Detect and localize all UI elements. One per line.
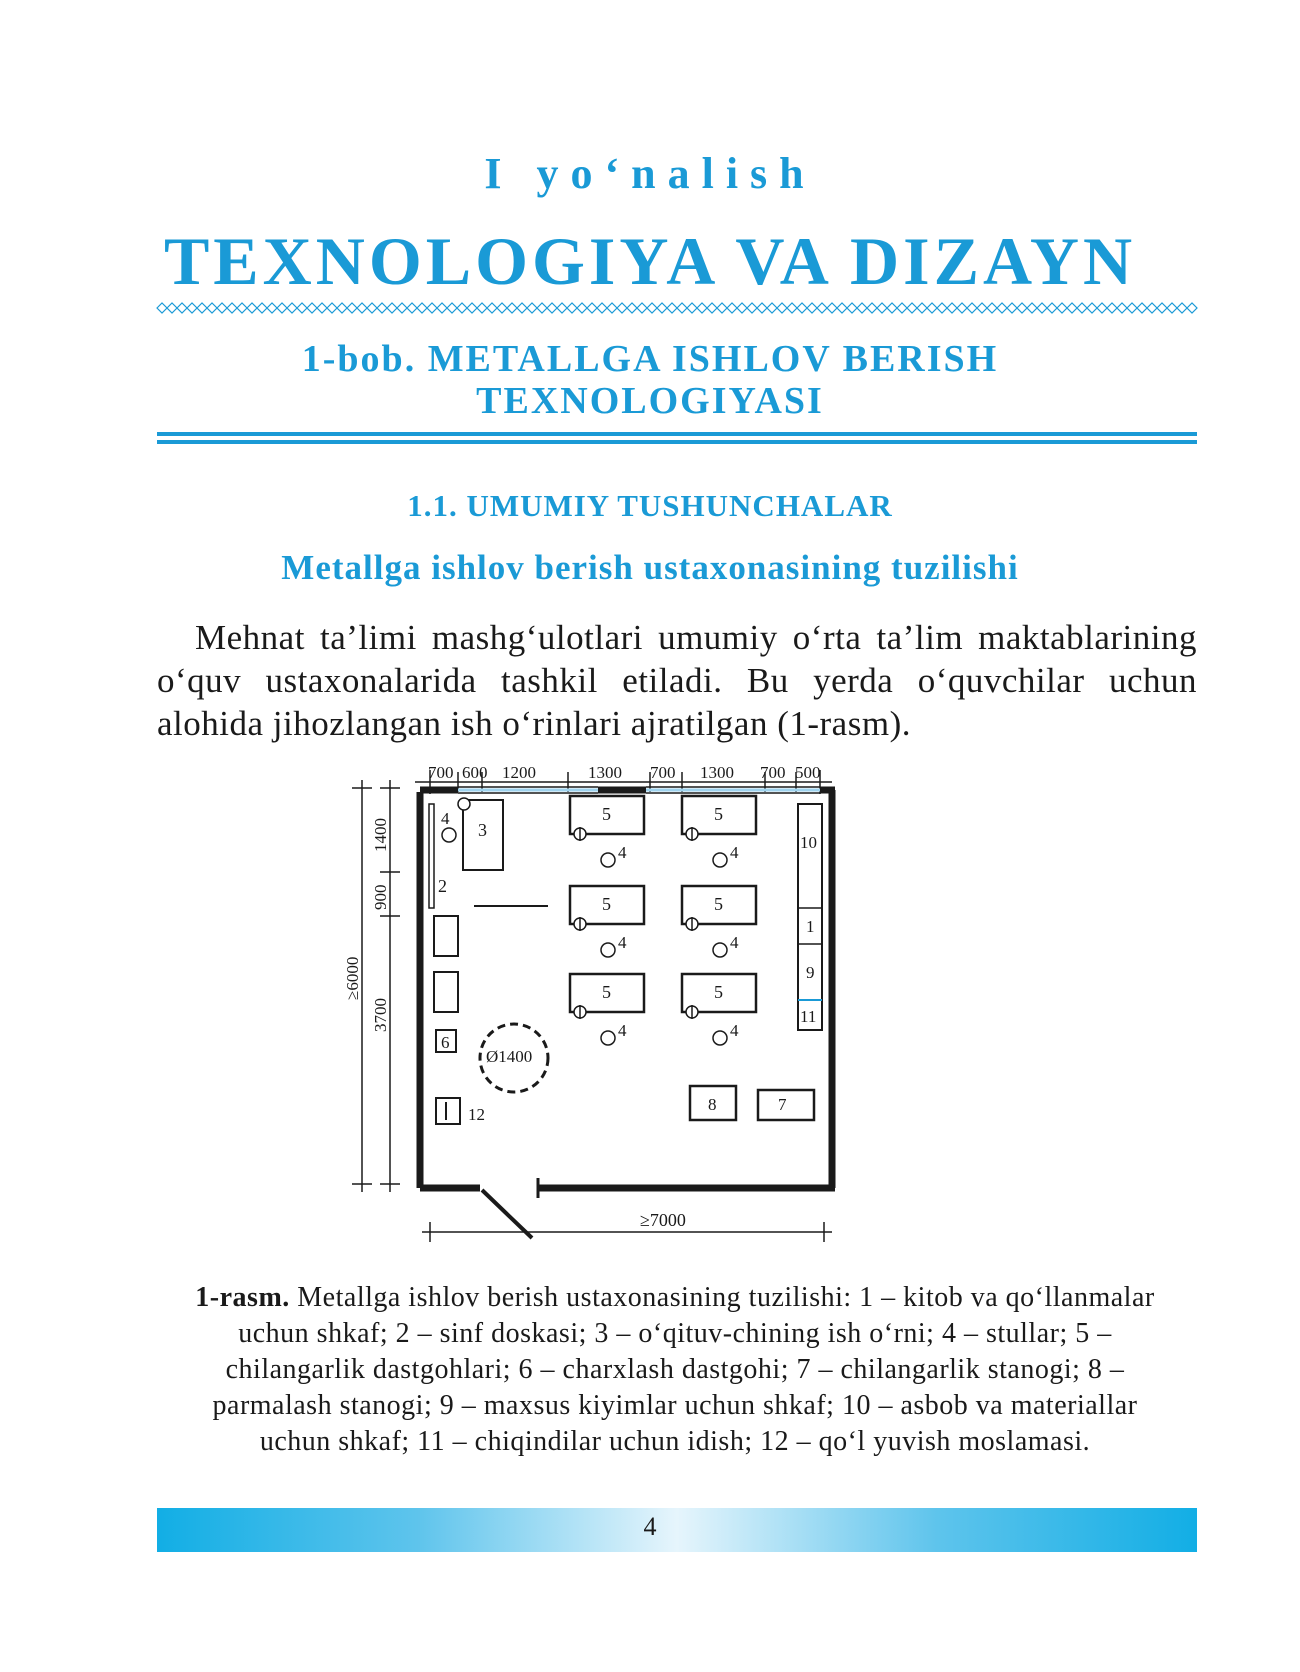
diamond-shape	[327, 303, 337, 313]
diamond-shape	[277, 303, 287, 313]
figure-caption-text: Metallga ishlov berish ustaxonasining tuzilishi: 1 – kitob va qo‘llanmalar uchun shkaf; 2 – sinf doskasi; 3 – o‘qituv-chining ish o‘rni; 4 – stullar; 5 – chilangarlik dastgohlari; 6 – charxlash dastgohi; 7 – chilangarlik stanogi; 8 – parmalash stanogi; 9 – maxsus kiyimlar uchun shkaf; 10 – asbob va materiallar uchun shkaf; 11 – chiqindilar uchun idish; 12 – qo‘l yuvish moslamasi.	[212, 1282, 1155, 1457]
chapter-title-line2: TEXNOLOGIYASI	[476, 380, 824, 422]
diamond-shape	[957, 303, 967, 313]
workshop-floor-plan	[343, 760, 910, 1270]
stool-label: 4	[618, 843, 627, 862]
double-rule-divider	[157, 432, 1197, 446]
diamond-shape	[197, 303, 207, 313]
diamond-shape	[667, 303, 677, 313]
diamond-shape	[1137, 303, 1147, 313]
dim-left-1: 1400	[371, 818, 390, 852]
diamond-shape	[507, 303, 517, 313]
diamond-shape	[647, 303, 657, 313]
diamond-shape	[517, 303, 527, 313]
diamond-shape	[827, 303, 837, 313]
diamond-shape	[797, 303, 807, 313]
stool-label: 4	[730, 843, 739, 862]
diamond-shape	[437, 303, 447, 313]
dim-left-2: 900	[371, 884, 390, 910]
diamond-shape	[947, 303, 957, 313]
diamond-shape	[157, 303, 167, 313]
diamond-shape	[297, 303, 307, 313]
diamond-shape	[607, 303, 617, 313]
diamond-shape	[527, 303, 537, 313]
dim-total-width: ≥7000	[640, 1210, 686, 1230]
diamond-shape	[1007, 303, 1017, 313]
diamond-shape	[1027, 303, 1037, 313]
diamond-shape	[927, 303, 937, 313]
diamond-shape	[877, 303, 887, 313]
diamond-shape	[1107, 303, 1117, 313]
waste-bin-label: 11	[800, 1007, 817, 1026]
diamond-shape	[847, 303, 857, 313]
stool	[713, 943, 727, 957]
clothes-cabinet-label: 9	[806, 963, 815, 982]
diamond-shape	[587, 303, 597, 313]
diamond-shape	[477, 303, 487, 313]
book-cabinet-label: 1	[806, 917, 815, 936]
page-number: 4	[643, 1512, 657, 1541]
lathe-machine-label: 7	[778, 1095, 787, 1114]
workbench-label: 5	[602, 804, 611, 824]
diamond-shape	[1087, 303, 1097, 313]
diamond-shape	[857, 303, 867, 313]
dim-top-5: 700	[650, 763, 676, 782]
main-title: TEXNOLOGIYA VA DIZAYN	[163, 223, 1137, 299]
diamond-shape	[317, 303, 327, 313]
diamond-shape	[267, 303, 277, 313]
diamond-shape	[347, 303, 357, 313]
stool	[601, 943, 615, 957]
wash-label: 12	[468, 1105, 485, 1124]
dim-top-8: 500	[795, 763, 821, 782]
wall-cabinet-a	[434, 916, 458, 956]
diamond-shape	[637, 303, 647, 313]
diamond-shape	[557, 303, 567, 313]
diamond-shape	[187, 303, 197, 313]
wash-basin	[436, 1098, 460, 1124]
diamond-shape	[997, 303, 1007, 313]
workbench-grid	[570, 796, 756, 1045]
diamond-shape	[907, 303, 917, 313]
stool-label: 4	[730, 933, 739, 952]
tool-cabinet-label: 10	[800, 833, 817, 852]
diamond-shape	[247, 303, 257, 313]
diamond-shape	[447, 303, 457, 313]
dim-top-2: 600	[462, 763, 488, 782]
diamond-shape	[547, 303, 557, 313]
drilling-machine-label: 8	[708, 1095, 717, 1114]
diamond-shape	[597, 303, 607, 313]
diamond-shape	[337, 303, 347, 313]
diamond-shape	[1157, 303, 1167, 313]
diamond-shape	[767, 303, 777, 313]
workbench-label: 5	[602, 894, 611, 914]
figure-caption	[175, 1280, 1175, 1460]
diamond-shape	[1097, 303, 1107, 313]
dim-top-1: 700	[428, 763, 454, 782]
workbench-label: 5	[714, 894, 723, 914]
diamond-shape	[1077, 303, 1087, 313]
stool-label: 4	[730, 1021, 739, 1040]
diamond-shape	[1147, 303, 1157, 313]
blackboard	[429, 804, 434, 908]
diamond-shape	[407, 303, 417, 313]
diamond-shape	[657, 303, 667, 313]
diamond-shape	[307, 303, 317, 313]
diamond-shape	[747, 303, 757, 313]
diamond-shape	[677, 303, 687, 313]
diamond-divider	[157, 300, 1197, 316]
diamond-shape	[237, 303, 247, 313]
diamond-shape	[287, 303, 297, 313]
figure-caption-lead: 1-rasm.	[195, 1282, 290, 1313]
diamond-shape	[167, 303, 177, 313]
teacher-chair-label: 4	[441, 809, 450, 828]
workbench-label: 5	[714, 804, 723, 824]
diamond-shape	[737, 303, 747, 313]
stool	[601, 853, 615, 867]
diamond-shape	[937, 303, 947, 313]
grinder-label: 6	[441, 1033, 450, 1052]
diamond-shape	[567, 303, 577, 313]
diamond-shape	[1177, 303, 1187, 313]
diamond-shape	[417, 303, 427, 313]
dim-top-4: 1300	[588, 763, 622, 782]
workbench-label: 5	[602, 982, 611, 1002]
diamond-shape	[777, 303, 787, 313]
diamond-shape	[887, 303, 897, 313]
chapter-title-line1: 1-bob. METALLGA ISHLOV BERISH	[301, 338, 999, 380]
diamond-shape	[1187, 303, 1197, 313]
safety-zone-label: Ø1400	[486, 1047, 533, 1066]
diamond-shape	[977, 303, 987, 313]
bottom-dimension-line	[422, 1222, 832, 1242]
diamond-shape	[497, 303, 507, 313]
diamond-shape	[867, 303, 877, 313]
diamond-shape	[1047, 303, 1057, 313]
diamond-shape	[757, 303, 767, 313]
diamond-shape	[357, 303, 367, 313]
diamond-shape	[427, 303, 437, 313]
diamond-shape	[1067, 303, 1077, 313]
diamond-shape	[207, 303, 217, 313]
diamond-shape	[487, 303, 497, 313]
dim-top-7: 700	[760, 763, 786, 782]
diamond-shape	[577, 303, 587, 313]
diamond-shape	[227, 303, 237, 313]
diamond-shape	[367, 303, 377, 313]
diamond-shape	[707, 303, 717, 313]
workbench-label: 5	[714, 982, 723, 1002]
diamond-shape	[1057, 303, 1067, 313]
diamond-shape	[1117, 303, 1127, 313]
dim-total-height: ≥6000	[343, 956, 362, 1000]
diamond-shape	[1037, 303, 1047, 313]
diamond-shape	[987, 303, 997, 313]
teacher-chair	[442, 828, 456, 842]
diamond-shape	[807, 303, 817, 313]
diamond-shape	[387, 303, 397, 313]
diamond-shape	[1127, 303, 1137, 313]
stool	[713, 1031, 727, 1045]
diamond-shape	[177, 303, 187, 313]
teacher-desk-label: 3	[478, 820, 487, 840]
stool	[601, 1031, 615, 1045]
diamond-shape	[967, 303, 977, 313]
diamond-shape	[627, 303, 637, 313]
diamond-shape	[257, 303, 267, 313]
diamond-shape	[787, 303, 797, 313]
diamond-shape	[697, 303, 707, 313]
diamond-shape	[717, 303, 727, 313]
blackboard-label: 2	[438, 876, 447, 896]
diamond-shape	[377, 303, 387, 313]
diamond-shape	[617, 303, 627, 313]
diamond-shape	[727, 303, 737, 313]
diamond-shape	[457, 303, 467, 313]
dim-top-6: 1300	[700, 763, 734, 782]
diamond-shape	[537, 303, 547, 313]
dim-top-3: 1200	[502, 763, 536, 782]
diamond-shape	[1167, 303, 1177, 313]
wall-cabinet-b	[434, 972, 458, 1012]
diamond-shape	[1017, 303, 1027, 313]
diamond-shape	[217, 303, 227, 313]
body-paragraph: Mehnat ta’limi mashg‘ulotlari umumiy o‘rta ta’lim maktablarining o‘quv ustaxonalarida tashkil etiladi. Bu yerda o‘quvchilar uchun alohida jihozlangan ish o‘rinlari ajratilgan (1-rasm).	[157, 618, 1197, 743]
dim-left-3: 3700	[371, 998, 390, 1032]
diamond-shape	[817, 303, 827, 313]
diamond-shape	[397, 303, 407, 313]
diamond-shape	[917, 303, 927, 313]
stool-label: 4	[618, 933, 627, 952]
section-label: I yo‘nalish	[484, 149, 816, 198]
section-heading: 1.1. UMUMIY TUSHUNCHALAR	[407, 488, 893, 523]
chapter-title	[0, 338, 1300, 422]
stool-label: 4	[618, 1021, 627, 1040]
subsection-heading: Metallga ishlov berish ustaxonasining tuzilishi	[281, 548, 1019, 587]
diamond-shape	[837, 303, 847, 313]
stool	[713, 853, 727, 867]
diamond-shape	[467, 303, 477, 313]
diamond-shape	[897, 303, 907, 313]
diamond-shape	[687, 303, 697, 313]
teacher-desk-vise	[458, 798, 470, 810]
